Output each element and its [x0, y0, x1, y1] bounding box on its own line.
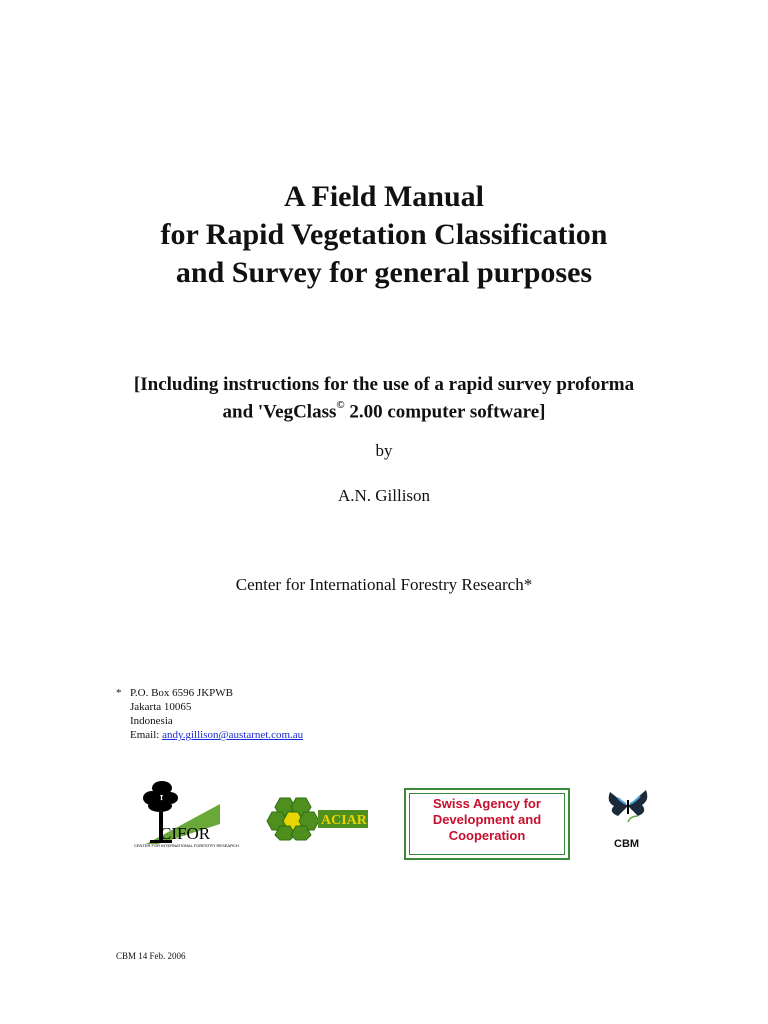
- footnote-marker: *: [116, 687, 122, 699]
- aciar-logo: [266, 796, 372, 840]
- subtitle-line-1: [Including instructions for the use of a rapid survey proforma: [133, 374, 635, 395]
- title-line-3: and Survey for general purposes: [175, 256, 593, 289]
- address-block: [116, 686, 303, 742]
- address-po-line: [116, 686, 303, 700]
- aciar-hexagon-cluster: [267, 798, 319, 840]
- document-title: [0, 178, 768, 292]
- cifor-tagline: CENTER FOR INTERNATIONAL FORESTRY RESEARCH: [134, 843, 239, 848]
- sdc-line-1: Swiss Agency for: [433, 796, 541, 811]
- address-po-box: P.O. Box 6596 JKPWB: [130, 687, 233, 699]
- sdc-line-2: Development and: [432, 812, 542, 827]
- by-label: by: [375, 441, 393, 460]
- address-city: Jakarta 10065: [130, 701, 192, 713]
- organization-name: Center for International Forestry Research*: [235, 575, 533, 594]
- subtitle-line-2-post: 2.00 computer software]: [344, 401, 546, 423]
- copyright-mark: ©: [336, 399, 345, 411]
- sdc-line-3: Cooperation: [448, 828, 526, 843]
- footer-text: CBM 14 Feb. 2006: [116, 951, 186, 961]
- sdc-text: [406, 796, 568, 844]
- subtitle-line-2-pre: and 'VegClass: [222, 401, 337, 423]
- butterfly-icon: [604, 786, 652, 826]
- address-country: Indonesia: [130, 715, 173, 727]
- cbm-label: CBM: [614, 838, 640, 850]
- author-name: A.N. Gillison: [337, 486, 431, 505]
- email-link[interactable]: andy.gillison@austarnet.com.au: [162, 729, 304, 741]
- address-email-line: [116, 728, 303, 742]
- title-line-1: A Field Manual: [283, 180, 485, 213]
- email-label: Email:: [130, 729, 160, 741]
- sdc-logo: [404, 788, 570, 860]
- subtitle-line-2: [0, 396, 768, 423]
- cifor-logo: [128, 778, 239, 848]
- title-line-2: for Rapid Vegetation Classification: [160, 218, 608, 251]
- cifor-wordmark: CIFOR: [160, 824, 211, 843]
- aciar-wordmark: ACIAR: [321, 813, 367, 828]
- document-subtitle: [0, 373, 768, 423]
